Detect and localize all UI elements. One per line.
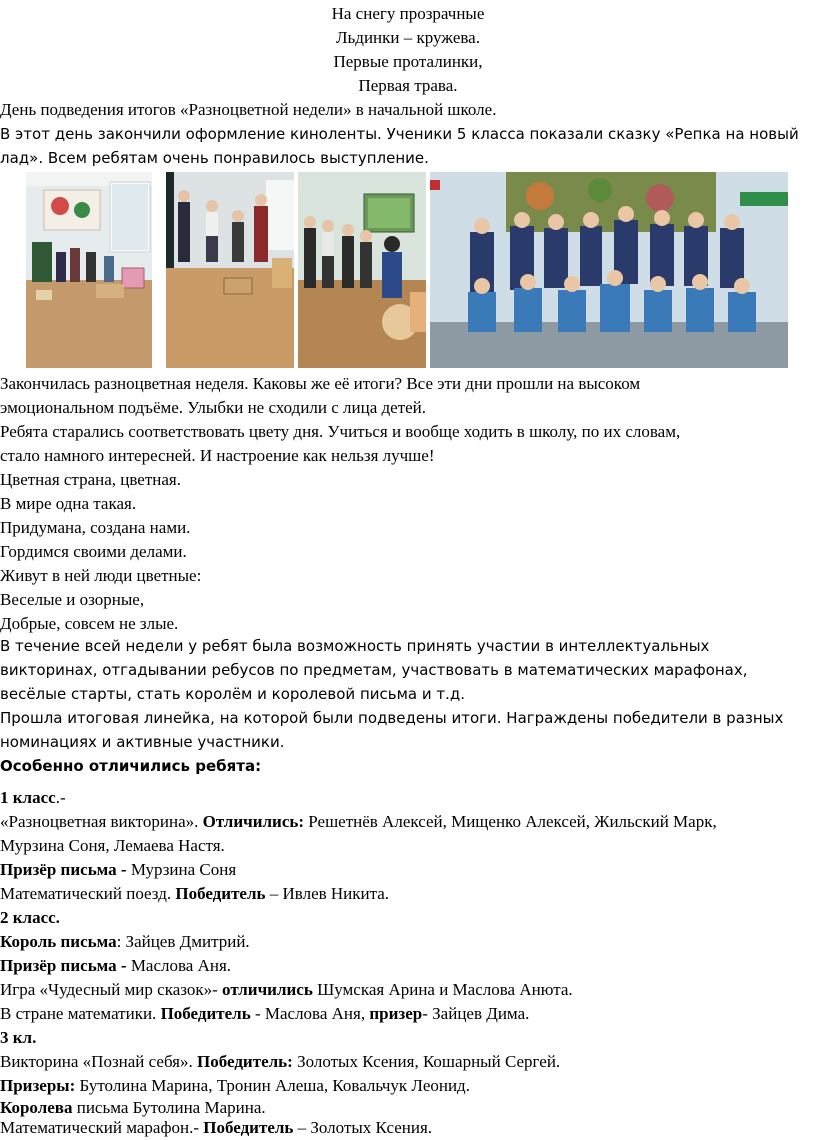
grade1-letter-prize: Призёр письма - Мурзина Соня bbox=[0, 860, 237, 879]
poem-line: Придумана, создана нами. bbox=[0, 518, 191, 537]
grade3-queen-line: Королева письма Бутолина Марина. bbox=[0, 1098, 266, 1117]
film-paragraph-line: лад». Всем ребятам очень понравилось выступление. bbox=[0, 149, 429, 167]
lineup-paragraph-line: Прошла итоговая линейка, на которой были подведены итоги. Награждены победители в разных bbox=[0, 709, 784, 727]
week-paragraph-line: викторинах, отгадывании ребусов по предметам, участвовать в математических марафонах, bbox=[0, 661, 748, 679]
grade2-math-line: В стране математики. Победитель - Маслова Аня, призер- Зайцев Дима. bbox=[0, 1004, 530, 1023]
grade1-quiz-line: Мурзина Соня, Лемаева Настя. bbox=[0, 836, 225, 855]
grade2-game-line: Игра «Чудесный мир сказок»- отличились Шумская Арина и Маслова Анюта. bbox=[0, 980, 573, 999]
results-paragraph-line: Закончилась разноцветная неделя. Каковы же её итоги? Все эти дни прошли на высоком bbox=[0, 374, 641, 393]
intro-poem bbox=[0, 2, 816, 98]
film-paragraph-line: В этот день закончили оформление киноленты. Ученики 5 класса показали сказку «Репка на новый bbox=[0, 125, 799, 143]
summary-day-line: День подведения итогов «Разноцветной недели» в начальной школе. bbox=[0, 100, 497, 119]
poem-line: Добрые, совсем не злые. bbox=[0, 614, 179, 633]
lineup-paragraph-line: номинациях и активные участники. bbox=[0, 733, 285, 751]
poem-line: Цветная страна, цветная. bbox=[0, 470, 181, 489]
results-paragraph-line: эмоциональном подъёме. Улыбки не сходили с лица детей. bbox=[0, 398, 427, 417]
intro-poem-line: Первые проталинки, bbox=[333, 52, 483, 71]
results-paragraph-line: стало намного интересней. И настроение как нельзя лучше! bbox=[0, 446, 435, 465]
photo-strip bbox=[0, 172, 816, 368]
grade2-heading: 2 класс. bbox=[0, 908, 60, 927]
performance-photo-1 bbox=[166, 172, 294, 368]
grade3-marathon-line: Математический марафон.- Победитель – Золотых Ксения. bbox=[0, 1118, 433, 1137]
grade3-heading: 3 кл. bbox=[0, 1028, 37, 1047]
intro-poem-line: Льдинки – кружева. bbox=[336, 28, 480, 47]
poem-line: Веселые и озорные, bbox=[0, 590, 145, 609]
grade3-prize-line: Призеры: Бутолина Марина, Тронин Алеша, Ковальчук Леонид. bbox=[0, 1076, 470, 1095]
grade2-letter-prize: Призёр письма - Маслова Аня. bbox=[0, 956, 232, 975]
week-paragraph-line: В течение всей недели у ребят была возможность принять участии в интеллектуальных bbox=[0, 637, 710, 655]
intro-poem-line: На снегу прозрачные bbox=[331, 4, 485, 23]
week-paragraph-line: весёлые старты, стать королём и королевой письма и т.д. bbox=[0, 685, 466, 703]
grade1-heading: 1 класс.- bbox=[0, 788, 66, 807]
grade3-quiz-line: Викторина «Познай себя». Победитель: Золотых Ксения, Кошарный Сергей. bbox=[0, 1052, 561, 1071]
classroom-photo bbox=[26, 172, 152, 368]
grade1-train-line: Математический поезд. Победитель – Ивлев Никита. bbox=[0, 884, 390, 903]
distinguished-heading: Особенно отличились ребята: bbox=[0, 757, 262, 775]
intro-poem-line: Первая трава. bbox=[358, 76, 458, 95]
poem-line: Гордимся своими делами. bbox=[0, 542, 187, 561]
results-paragraph-line: Ребята старались соответствовать цвету дня. Учиться и вообще ходить в школу, по их словам, bbox=[0, 422, 681, 441]
poem-line: Живут в ней люди цветные: bbox=[0, 566, 202, 585]
poem-line: В мире одна такая. bbox=[0, 494, 137, 513]
performance-photo-2 bbox=[298, 172, 426, 368]
group-photo bbox=[430, 172, 788, 368]
grade1-quiz-line: «Разноцветная викторина». Отличились: Решетнёв Алексей, Мищенко Алексей, Жильский Марк, bbox=[0, 812, 717, 831]
grade2-king-line: Король письма: Зайцев Дмитрий. bbox=[0, 932, 250, 951]
